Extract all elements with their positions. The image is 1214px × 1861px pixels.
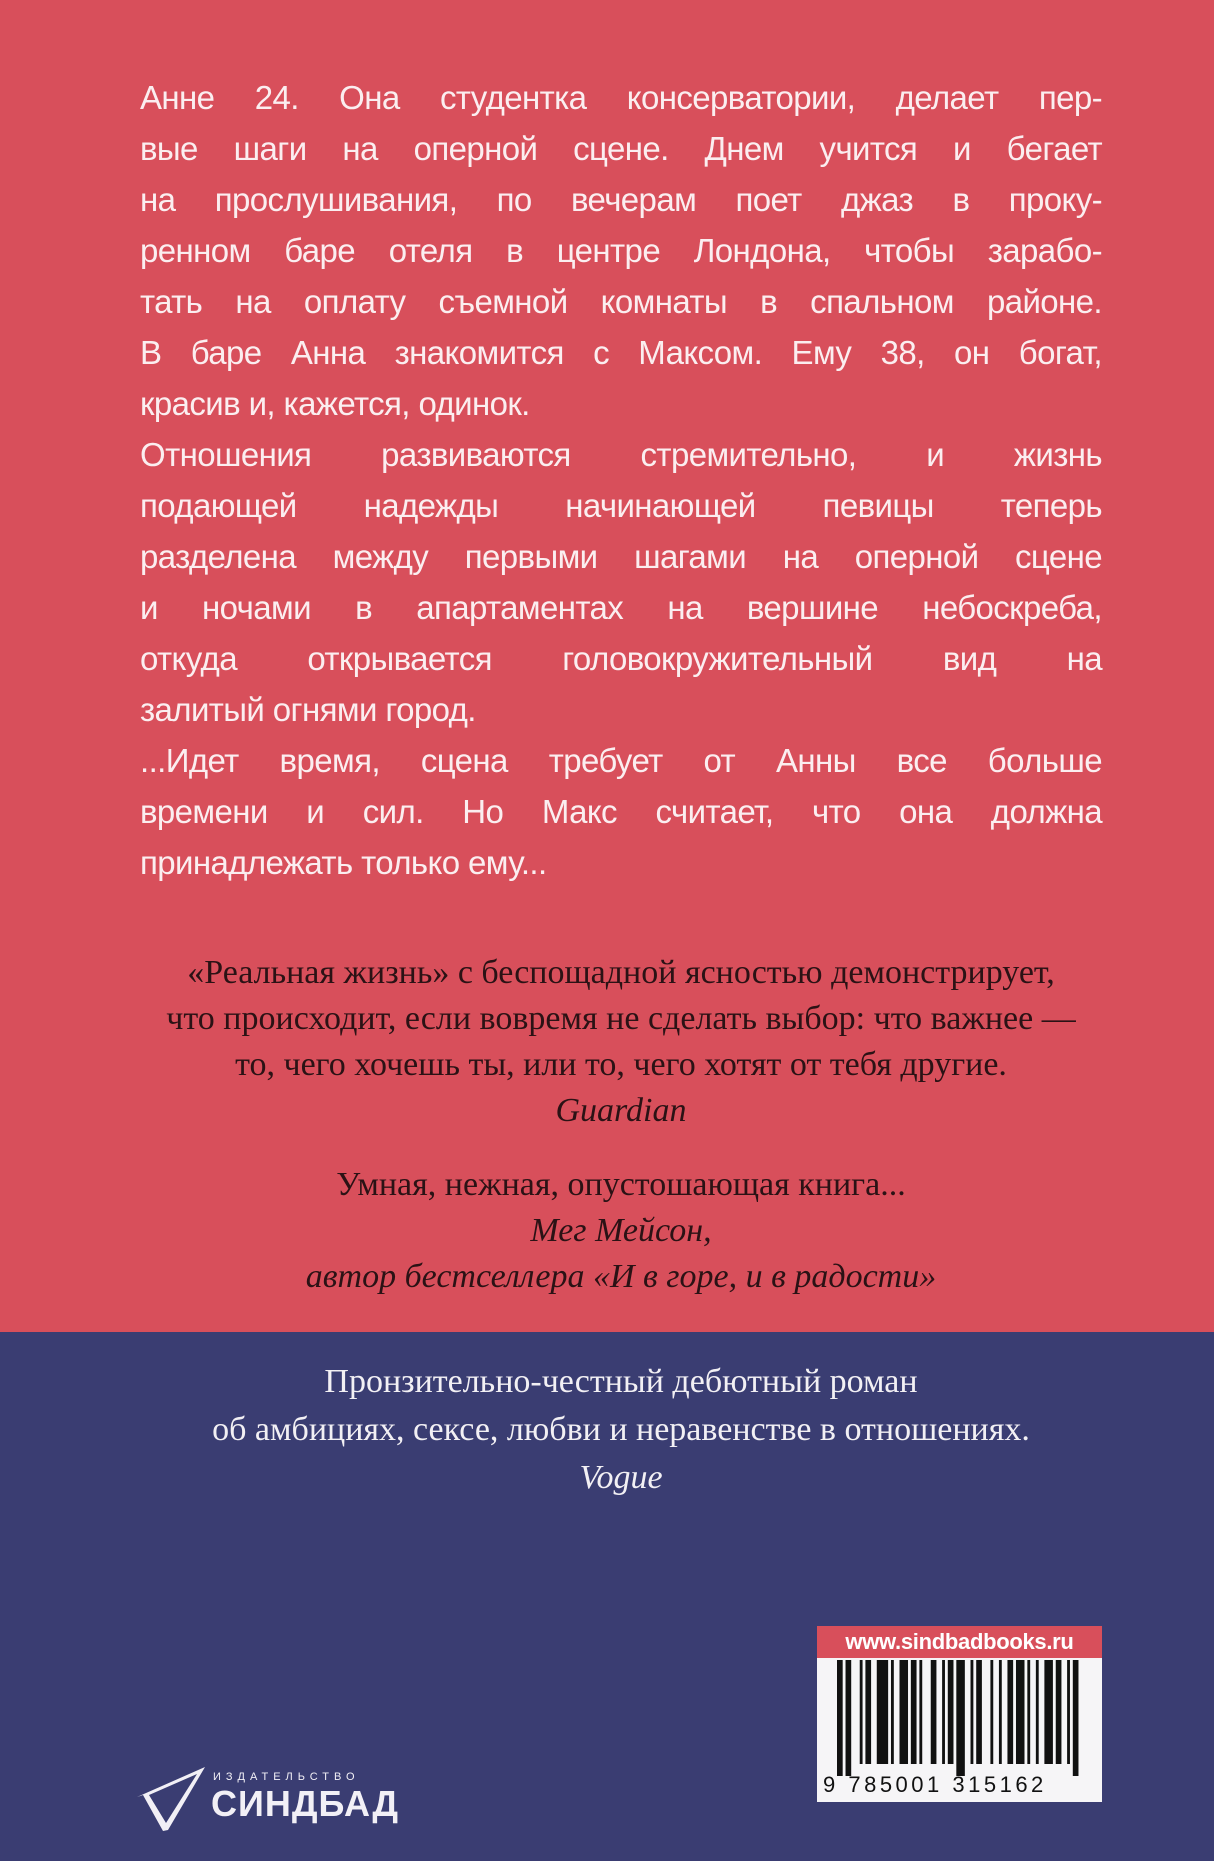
vogue-quote-line: Пронзительно-честный дебютный роман [324, 1363, 918, 1400]
barcode-bar [900, 1660, 909, 1764]
barcode-bar [919, 1660, 922, 1764]
blurb-line: тать на оплату съемной комнаты в спальном районе. [140, 283, 1102, 320]
blurb-line: принадлежать только ему... [140, 844, 547, 881]
barcode-bar [971, 1660, 974, 1764]
guardian-quote-source: Guardian [555, 1092, 687, 1129]
publisher-name: СИНДБАД [211, 1783, 400, 1824]
blurb-line: вые шаги на оперной сцене. Днем учится и бегает [140, 130, 1102, 167]
barcode-bars [837, 1660, 1087, 1776]
blurb-line: откуда открывается головокружительный вид на [140, 640, 1102, 677]
barcode-bar [911, 1660, 917, 1764]
blurb-line: ...Идет время, сцена требует от Анны все больше [140, 742, 1102, 779]
publisher-logo [135, 1765, 425, 1835]
barcode-bar [1016, 1660, 1025, 1764]
barcode-bar [891, 1660, 894, 1764]
mason-quote-author-note: автор бестселлера «И в горе, и в радости» [305, 1258, 937, 1295]
blurb-line: подающей надежды начинающей певицы теперь [140, 487, 1102, 524]
blurb-line: Отношения развиваются стремительно, и жизнь [140, 436, 1102, 473]
barcode-bar [1073, 1660, 1079, 1776]
barcode-bar [931, 1660, 937, 1764]
guardian-quote-line: что происходит, если вовремя не сделать выбор: что важнее — [166, 1000, 1076, 1037]
guardian-quote-line: «Реальная жизнь» с беспощадной ясностью демонстрирует, [187, 954, 1055, 991]
barcode-bar [976, 1660, 982, 1764]
mason-quote-text: Умная, нежная, опустошающая книга... [336, 1166, 906, 1203]
blurb-line: ренном баре отеля в центре Лондона, чтобы зарабо- [140, 232, 1102, 269]
blurb-line: залитый огнями город. [140, 691, 476, 728]
isbn-digits: 9 785001 315162 [823, 1772, 1047, 1797]
blurb-line: времени и сил. Но Макс считает, что она должна [140, 793, 1102, 830]
barcode-bar [999, 1660, 1002, 1764]
blurb-line: красив и, кажется, одинок. [140, 385, 530, 422]
barcode-bar [1044, 1660, 1053, 1764]
publisher-website[interactable]: www.sindbadbooks.ru [817, 1626, 1102, 1658]
barcode-bar [1007, 1660, 1013, 1764]
barcode-bar [948, 1660, 954, 1764]
barcode-bar [990, 1660, 993, 1764]
barcode-bar [860, 1660, 863, 1764]
vogue-quote-source: Vogue [579, 1459, 663, 1496]
sail-logo-icon [135, 1765, 210, 1835]
barcode-bar [956, 1660, 965, 1776]
publisher-small-label: ИЗДАТЕЛЬСТВО [213, 1771, 360, 1783]
mason-quote-author: Мег Мейсон, [530, 1212, 712, 1249]
barcode-bar [1027, 1660, 1030, 1764]
review-quotes [140, 950, 1102, 1300]
barcode-bar [837, 1660, 843, 1776]
barcode-bar [865, 1660, 871, 1764]
vogue-quote [140, 1358, 1102, 1502]
book-blurb [140, 72, 1102, 888]
blurb-line: Анне 24. Она студентка консерватории, делает пер- [140, 79, 1102, 116]
barcode-bar [877, 1660, 888, 1764]
blurb-line: разделена между первыми шагами на оперной сцене [140, 538, 1102, 575]
barcode-bar [1056, 1660, 1062, 1764]
guardian-quote-line: то, чего хочешь ты, или то, чего хотят от тебя другие. [235, 1046, 1007, 1083]
barcode-bar [1067, 1660, 1070, 1764]
barcode-bar [1036, 1660, 1039, 1764]
blurb-line: на прослушивания, по вечерам поет джаз в проку- [140, 181, 1102, 218]
barcode-bar [846, 1660, 852, 1776]
blurb-line: и ночами в апартаментах на вершине небоскреба, [140, 589, 1102, 626]
blurb-line: В баре Анна знакомится с Максом. Ему 38, он богат, [140, 334, 1102, 371]
vogue-quote-line: об амбициях, сексе, любви и неравенстве в отношениях. [212, 1411, 1030, 1448]
isbn-barcode [817, 1626, 1102, 1802]
barcode-bar [942, 1660, 945, 1764]
